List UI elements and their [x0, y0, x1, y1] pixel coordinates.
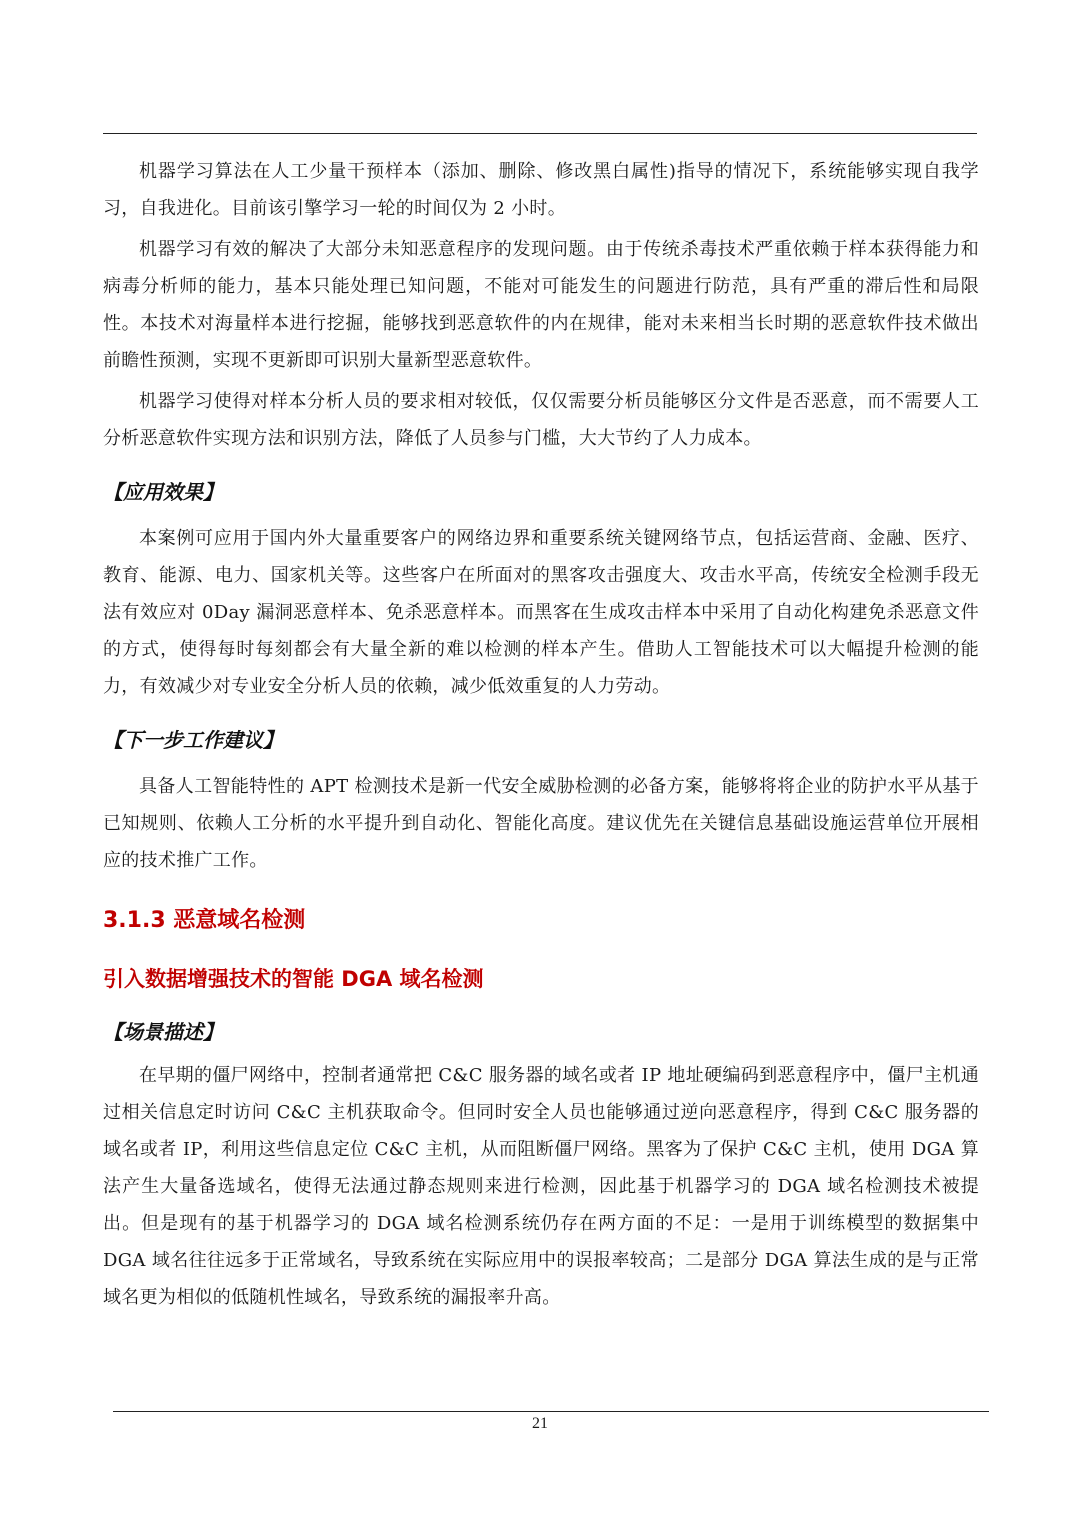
application-heading: 【应用效果】 — [103, 480, 223, 504]
section-subtitle: 引入数据增强技术的智能 DGA 域名检测 — [103, 967, 484, 991]
next-steps-paragraph: 具备人工智能特性的 APT 检测技术是新一代安全威胁检测的必备方案，能够将将企业的防护水平从基于已知规则、依赖人工分析的水平提升到自动化、智能化高度。建议优先在关键信息基础设施运营单位开展相应的技术推广工作。 — [103, 776, 979, 871]
intro-paragraph-2: 机器学习有效的解决了大部分未知恶意程序的发现问题。由于传统杀毒技术严重依赖于样本获得能力和病毒分析师的能力，基本只能处理已知问题，不能对可能发生的问题进行防范，具有严重的滞后性和局限性。本技术对海量样本进行挖掘，能够找到恶意软件的内在规律，能对未来相当长时期的恶意软件技术做出前瞻性预测，实现不更新即可识别大量新型恶意软件。 — [103, 239, 979, 371]
next-steps-heading: 【下一步工作建议】 — [103, 728, 283, 752]
footer-rule — [113, 1411, 989, 1412]
intro-paragraph-3: 机器学习使得对样本分析人员的要求相对较低，仅仅需要分析员能够区分文件是否恶意，而不需要人工分析恶意软件实现方法和识别方法，降低了人员参与门槛，大大节约了人力成本。 — [103, 391, 979, 449]
application-paragraph: 本案例可应用于国内外大量重要客户的网络边界和重要系统关键网络节点，包括运营商、金融、医疗、教育、能源、电力、国家机关等。这些客户在所面对的黑客攻击强度大、攻击水平高，传统安全检测手段无法有效应对 0Day 漏洞恶意样本、免杀恶意样本。而黑客在生成攻击样本中采用了自动化构建免杀恶意文件的方式，使得每时每刻都会有大量全新的难以检测的样本产生。借助人工智能技术可以大幅提升检测的能力，有效减少对专业安全分析人员的依赖，减少低效重复的人力劳动。 — [103, 528, 979, 697]
header-rule — [103, 133, 977, 134]
scenario-heading: 【场景描述】 — [103, 1020, 223, 1044]
section-title: 3.1.3 恶意域名检测 — [103, 908, 306, 933]
intro-paragraph-1: 机器学习算法在人工少量干预样本（添加、删除、修改黑白属性)指导的情况下，系统能够实现自我学习，自我进化。目前该引擎学习一轮的时间仅为 2 小时。 — [103, 161, 979, 219]
page-body — [103, 153, 979, 1320]
scenario-paragraph: 在早期的僵尸网络中，控制者通常把 C&C 服务器的域名或者 IP 地址硬编码到恶意程序中，僵尸主机通过相关信息定时访问 C&C 主机获取命令。但同时安全人员也能够通过逆向恶意程序，得到 C&C 服务器的域名或者 IP，利用这些信息定位 C&C 主机，从而阻断僵尸网络。黑客为了保护 C&C 主机，使用 DGA 算法产生大量备选域名，使得无法通过静态规则来进行检测，因此基于机器学习的 DGA 域名检测技术被提出。但是现有的基于机器学习的 DGA 域名检测系统仍存在两方面的不足：一是用于训练模型的数据集中 DGA 域名往往远多于正常域名，导致系统在实际应用中的误报率较高；二是部分 DGA 算法生成的是与正常域名更为相似的低随机性域名，导致系统的漏报率升高。 — [103, 1065, 979, 1308]
page-number: 21 — [532, 1415, 548, 1432]
